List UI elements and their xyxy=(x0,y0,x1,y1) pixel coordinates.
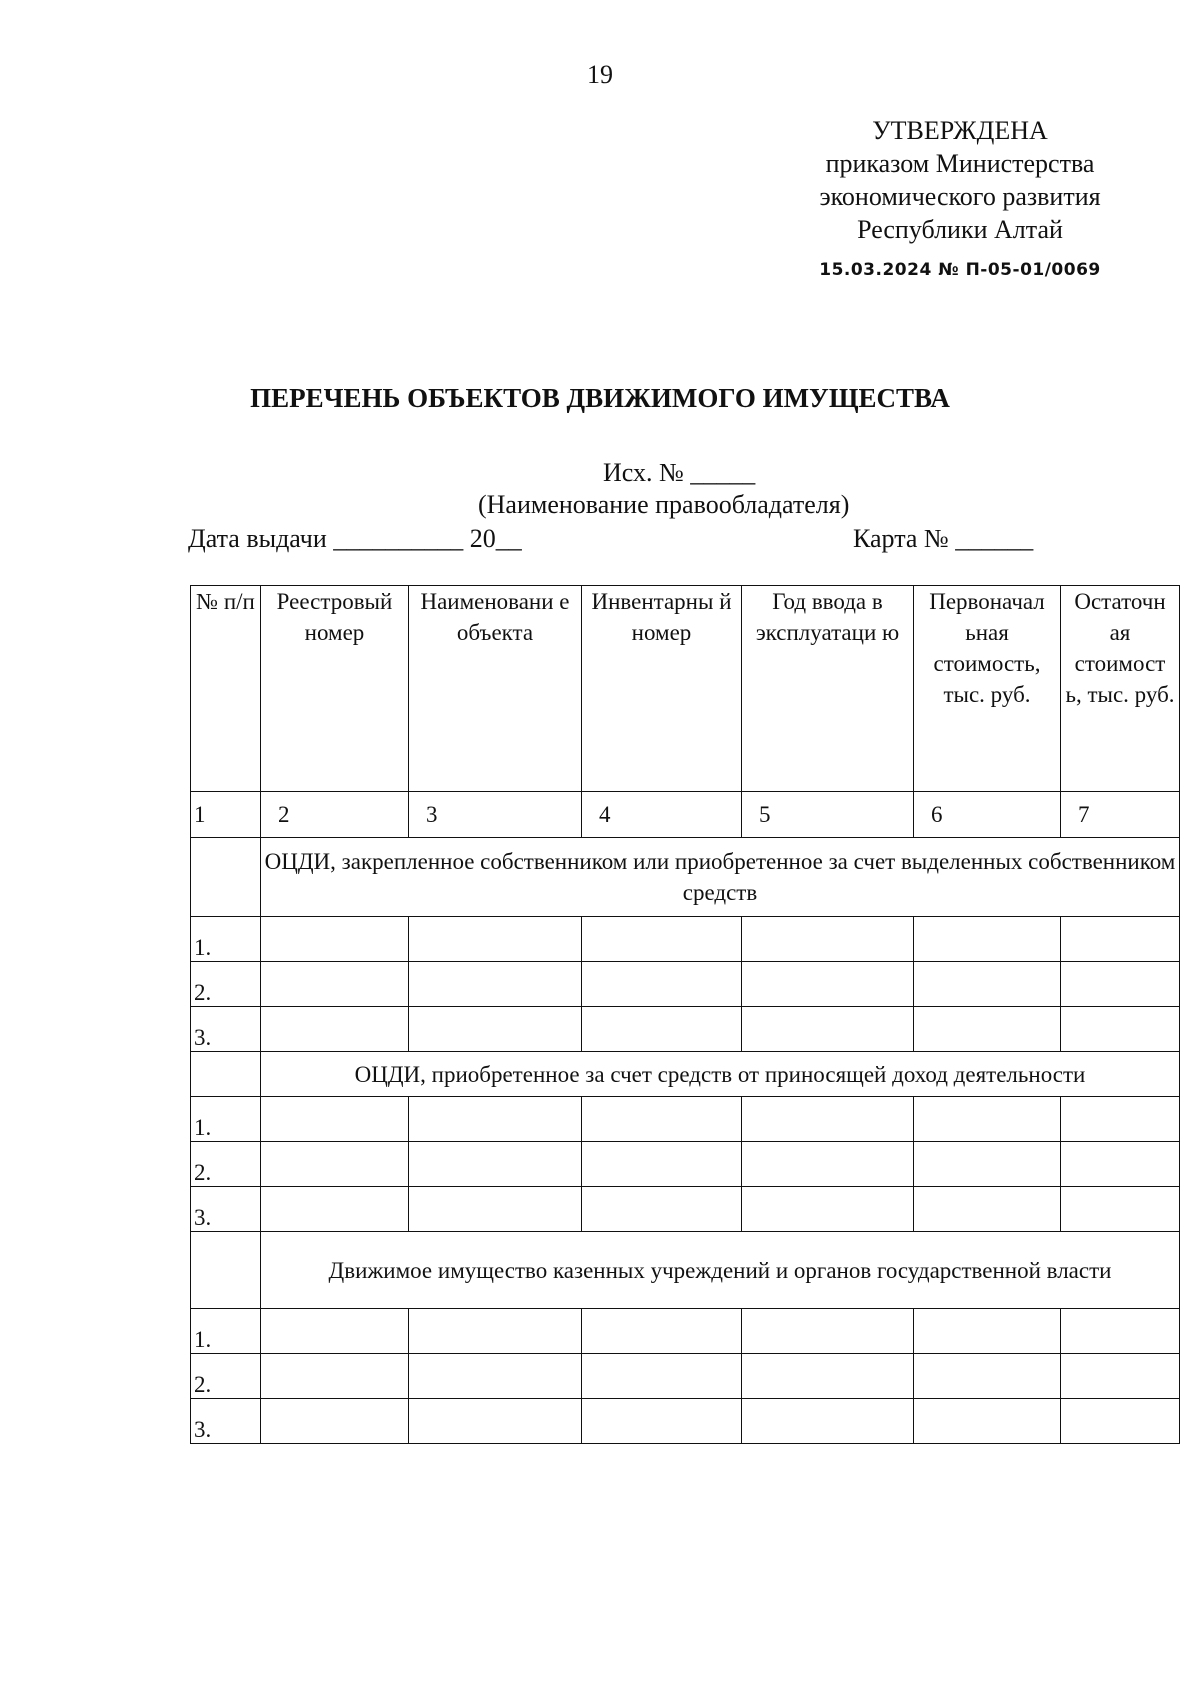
empty-cell xyxy=(582,1142,742,1187)
table-row xyxy=(191,917,1180,962)
empty-cell xyxy=(261,917,409,962)
column-number: 1 xyxy=(194,801,206,827)
empty-cell xyxy=(409,1354,582,1399)
column-number-cell xyxy=(409,792,582,838)
empty-cell xyxy=(409,1142,582,1187)
column-number: 4 xyxy=(599,801,611,827)
column-number-row xyxy=(191,792,1180,838)
empty-cell xyxy=(582,917,742,962)
issue-date: Дата выдачи __________ 20__ xyxy=(188,524,522,553)
holder-name-caption: (Наименование правообладателя) xyxy=(478,490,850,519)
column-header: Наименовани е объекта xyxy=(409,586,582,792)
empty-cell xyxy=(582,1309,742,1354)
empty-cell xyxy=(409,1007,582,1052)
empty-cell xyxy=(261,1097,409,1142)
row-number: 1. xyxy=(191,1097,261,1142)
section-title: ОЦДИ, приобретенное за счет средств от приносящей доход деятельности xyxy=(261,1052,1180,1097)
column-number: 6 xyxy=(931,801,943,827)
empty-cell xyxy=(914,1399,1061,1444)
empty-cell xyxy=(409,1187,582,1232)
empty-cell xyxy=(742,1399,914,1444)
empty-cell xyxy=(409,1309,582,1354)
column-header: Год ввода в эксплуатаци ю xyxy=(742,586,914,792)
empty-cell xyxy=(409,962,582,1007)
empty-cell xyxy=(1061,1142,1180,1187)
section-index-cell xyxy=(191,838,261,917)
row-number: 3. xyxy=(191,1007,261,1052)
empty-cell xyxy=(582,1097,742,1142)
column-number-cell xyxy=(582,792,742,838)
empty-cell xyxy=(1061,1007,1180,1052)
column-number: 2 xyxy=(278,801,290,827)
empty-cell xyxy=(261,1007,409,1052)
empty-cell xyxy=(742,1309,914,1354)
empty-cell xyxy=(261,1309,409,1354)
empty-cell xyxy=(914,962,1061,1007)
column-number-cell xyxy=(191,792,261,838)
empty-cell xyxy=(1061,1097,1180,1142)
empty-cell xyxy=(914,917,1061,962)
column-number: 3 xyxy=(426,801,438,827)
outgoing-number: Исх. № _____ xyxy=(603,458,756,487)
column-number-cell xyxy=(261,792,409,838)
empty-cell xyxy=(742,962,914,1007)
empty-cell xyxy=(582,1354,742,1399)
empty-cell xyxy=(914,1097,1061,1142)
empty-cell xyxy=(409,1097,582,1142)
empty-cell xyxy=(261,1354,409,1399)
empty-cell xyxy=(742,917,914,962)
empty-cell xyxy=(1061,1399,1180,1444)
empty-cell xyxy=(261,1142,409,1187)
row-number: 1. xyxy=(191,917,261,962)
row-number: 2. xyxy=(191,1354,261,1399)
row-number: 3. xyxy=(191,1399,261,1444)
table-row xyxy=(191,1399,1180,1444)
empty-cell xyxy=(1061,1187,1180,1232)
empty-cell xyxy=(582,1187,742,1232)
document-title: ПЕРЕЧЕНЬ ОБЪЕКТОВ ДВИЖИМОГО ИМУЩЕСТВА xyxy=(250,383,950,413)
column-number-cell xyxy=(1061,792,1180,838)
approval-line-2: экономического развития xyxy=(819,182,1101,211)
empty-cell xyxy=(742,1142,914,1187)
empty-cell xyxy=(914,1142,1061,1187)
order-date-number: 15.03.2024 № П-05-01/0069 xyxy=(819,260,1101,280)
page-number: 19 xyxy=(587,60,613,89)
header-row xyxy=(191,586,1180,792)
empty-cell xyxy=(1061,1309,1180,1354)
empty-cell xyxy=(261,1187,409,1232)
card-number: Карта № ______ xyxy=(853,524,1034,553)
property-table xyxy=(190,585,1180,1444)
empty-cell xyxy=(1061,962,1180,1007)
column-number-cell xyxy=(914,792,1061,838)
column-number: 5 xyxy=(759,801,771,827)
section-row xyxy=(191,1232,1180,1309)
empty-cell xyxy=(914,1354,1061,1399)
empty-cell xyxy=(1061,917,1180,962)
approval-heading: УТВЕРЖДЕНА xyxy=(872,116,1048,145)
empty-cell xyxy=(742,1097,914,1142)
column-header: Первоначал ьная стоимость, тыс. руб. xyxy=(914,586,1061,792)
table-row xyxy=(191,1142,1180,1187)
section-title: Движимое имущество казенных учреждений и органов государственной власти xyxy=(261,1232,1180,1309)
empty-cell xyxy=(409,917,582,962)
empty-cell xyxy=(582,1399,742,1444)
row-number: 1. xyxy=(191,1309,261,1354)
empty-cell xyxy=(582,962,742,1007)
column-header: № п/п xyxy=(191,586,261,792)
approval-block xyxy=(770,114,1150,287)
empty-cell xyxy=(742,1187,914,1232)
section-index-cell xyxy=(191,1052,261,1097)
column-header: Реестровый номер xyxy=(261,586,409,792)
table-row xyxy=(191,1007,1180,1052)
section-title: ОЦДИ, закрепленное собственником или приобретенное за счет выделенных собственником средств xyxy=(261,838,1180,917)
row-number: 3. xyxy=(191,1187,261,1232)
empty-cell xyxy=(742,1007,914,1052)
table-row xyxy=(191,1187,1180,1232)
empty-cell xyxy=(261,962,409,1007)
empty-cell xyxy=(914,1007,1061,1052)
column-number: 7 xyxy=(1078,801,1090,827)
approval-line-3: Республики Алтай xyxy=(857,215,1063,244)
empty-cell xyxy=(742,1354,914,1399)
section-row xyxy=(191,838,1180,917)
section-row xyxy=(191,1052,1180,1097)
column-number-cell xyxy=(742,792,914,838)
empty-cell xyxy=(914,1187,1061,1232)
table-row xyxy=(191,1309,1180,1354)
table-row xyxy=(191,962,1180,1007)
table-row xyxy=(191,1354,1180,1399)
empty-cell xyxy=(261,1399,409,1444)
empty-cell xyxy=(914,1309,1061,1354)
column-header: Инвентарны й номер xyxy=(582,586,742,792)
table-row xyxy=(191,1097,1180,1142)
empty-cell xyxy=(1061,1354,1180,1399)
row-number: 2. xyxy=(191,962,261,1007)
column-header: Остаточн ая стоимост ь, тыс. руб. xyxy=(1061,586,1180,792)
empty-cell xyxy=(582,1007,742,1052)
section-index-cell xyxy=(191,1232,261,1309)
empty-cell xyxy=(409,1399,582,1444)
approval-line-1: приказом Министерства xyxy=(825,149,1095,178)
row-number: 2. xyxy=(191,1142,261,1187)
